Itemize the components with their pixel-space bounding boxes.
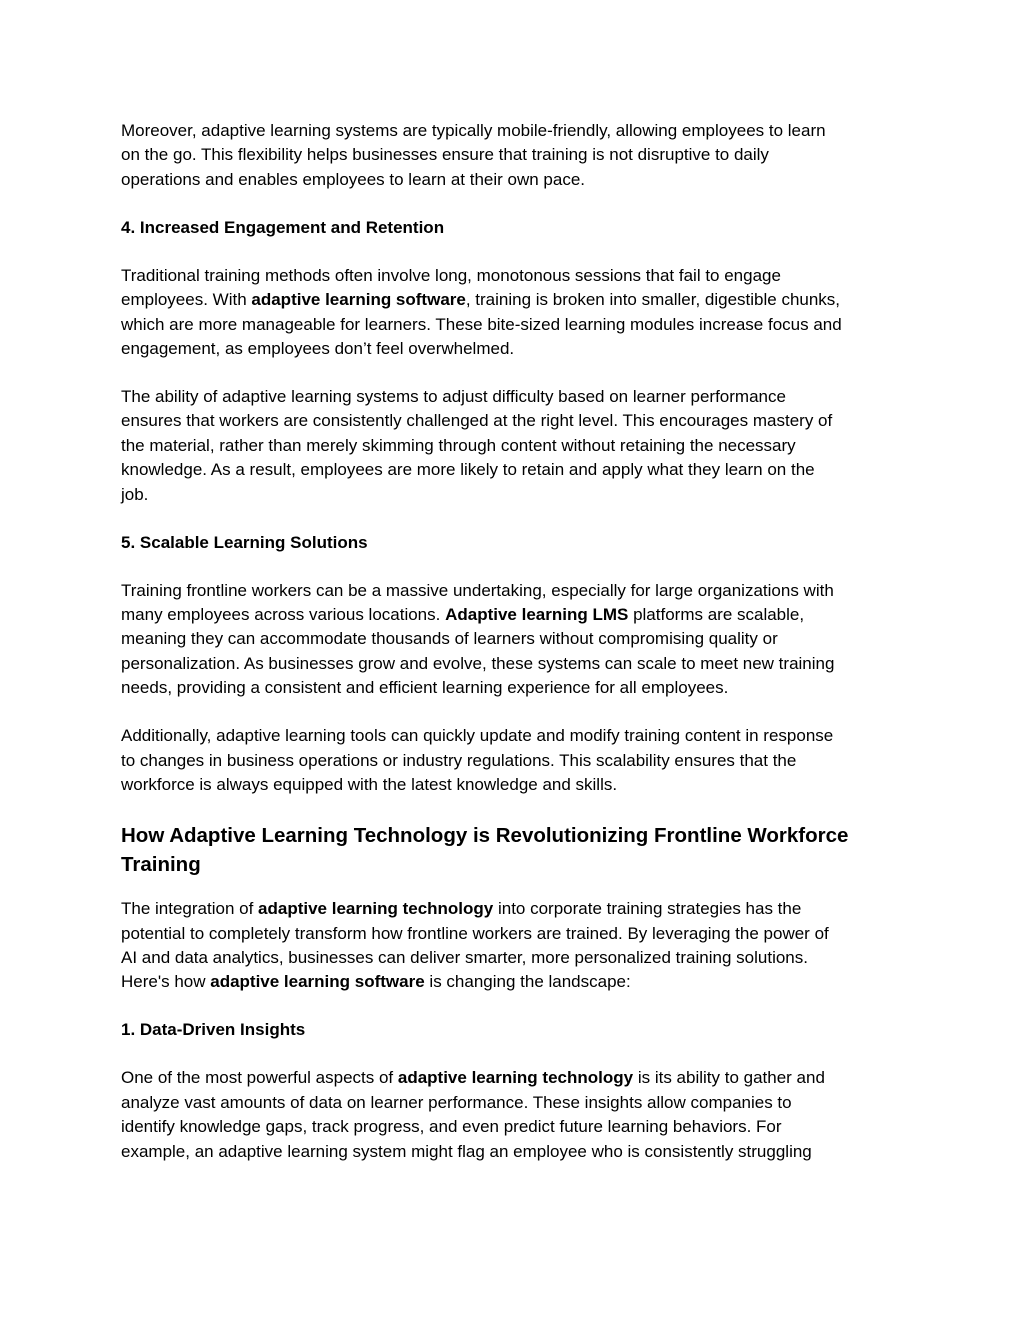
text-line: Moreover, adaptive learning systems are typically mobile-friendly, allowing employees to learn [121, 121, 826, 140]
paragraph-integration [121, 897, 906, 995]
text-line [121, 1066, 906, 1090]
text-line: example, an adaptive learning system might flag an employee who is consistently struggling [121, 1141, 812, 1161]
bold-term: adaptive learning technology [258, 899, 494, 919]
text-line: the material, rather than merely skimming through content without retaining the necessary [121, 435, 796, 455]
paragraph-mobile-friendly [121, 119, 906, 192]
text-line: job. [121, 484, 149, 504]
text-line [121, 897, 906, 921]
paragraph-traditional-training [121, 264, 906, 362]
text-run: employees. With [121, 290, 252, 310]
text-line: to changes in business operations or industry regulations. This scalability ensures that the [121, 750, 797, 770]
text-line: personalization. As businesses grow and evolve, these systems can scale to meet new training [121, 653, 835, 673]
bold-term: adaptive learning technology [397, 1068, 634, 1088]
text-run: One of the most powerful aspects of [121, 1068, 398, 1088]
bold-term: adaptive learning software [251, 290, 466, 310]
text-line: operations and enables employees to learn at their own pace. [121, 169, 586, 189]
heading-data-driven-insights: 1. Data-Driven Insights [121, 1020, 306, 1040]
text-line: needs, providing a consistent and efficient learning experience for all employees. [121, 678, 729, 698]
text-line: knowledge. As a result, employees are more likely to retain and apply what they learn on the [121, 460, 815, 480]
bold-term: adaptive learning software [210, 972, 425, 992]
text-run: many employees across various locations. [121, 605, 446, 625]
text-line: engagement, as employees don’t feel overwhelmed. [121, 339, 515, 359]
paragraph-powerful-aspects [121, 1066, 906, 1164]
text-line: on the go. This flexibility helps businesses ensure that training is not disruptive to daily [121, 145, 769, 165]
heading-scalable-learning: 5. Scalable Learning Solutions [121, 532, 368, 552]
text-line: AI and data analytics, businesses can deliver smarter, more personalized training solutions. [121, 947, 808, 967]
text-run: , training is broken into smaller, digestible chunks, [465, 290, 841, 310]
text-line: meaning they can accommodate thousands of learners without compromising quality or [121, 629, 778, 649]
text-line: potential to completely transform how frontline workers are trained. By leveraging the power of [121, 923, 829, 943]
heading-revolutionizing [121, 821, 906, 879]
text-line: which are more manageable for learners. These bite-sized learning modules increase focus and [121, 314, 842, 334]
text-run: is its ability to gather and [633, 1068, 825, 1088]
text-run: Here's how [121, 972, 211, 992]
text-run: is changing the landscape: [424, 972, 631, 992]
text-line [121, 288, 906, 312]
heading-line: Training [121, 853, 201, 877]
text-line: workforce is always equipped with the latest knowledge and skills. [121, 775, 618, 795]
text-line [121, 603, 906, 627]
text-run: into corporate training strategies has the [493, 899, 802, 919]
document-page [121, 119, 906, 1188]
heading-line: How Adaptive Learning Technology is Revolutionizing Frontline Workforce [121, 824, 849, 848]
text-run: The integration of [121, 899, 259, 919]
text-line: Training frontline workers can be a massive undertaking, especially for large organizations with [121, 580, 834, 600]
text-line: ensures that workers are consistently challenged at the right level. This encourages mastery of [121, 411, 833, 431]
paragraph-additionally [121, 724, 906, 797]
text-line: identify knowledge gaps, track progress, and even predict future learning behaviors. For [121, 1117, 782, 1137]
text-line: analyze vast amounts of data on learner performance. These insights allow companies to [121, 1092, 792, 1112]
text-line: Additionally, adaptive learning tools can quickly update and modify training content in response [121, 726, 834, 746]
text-run: platforms are scalable, [628, 605, 805, 625]
text-line: Traditional training methods often involve long, monotonous sessions that fail to engage [121, 265, 781, 285]
paragraph-adjust-difficulty [121, 385, 906, 507]
paragraph-training-frontline [121, 579, 906, 701]
heading-increased-engagement: 4. Increased Engagement and Retention [121, 217, 445, 237]
bold-term: Adaptive learning LMS [445, 605, 629, 625]
text-line: The ability of adaptive learning systems to adjust difficulty based on learner performance [121, 387, 786, 407]
text-line [121, 970, 906, 994]
